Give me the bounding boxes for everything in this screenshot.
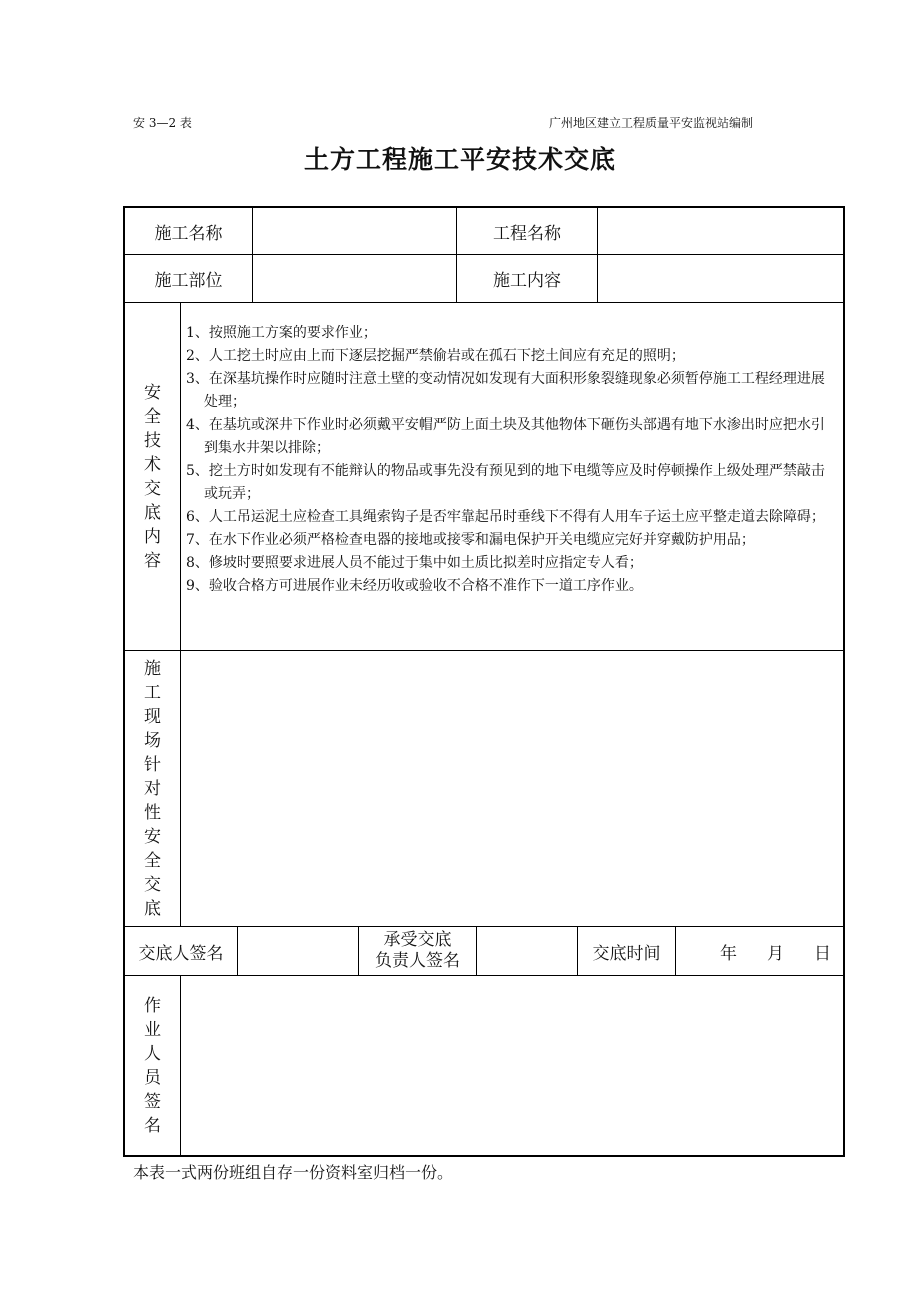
project-name-field[interactable] (598, 208, 843, 254)
disclosure-time-label: 交底时间 (592, 943, 661, 964)
workers-signature-field[interactable] (181, 976, 843, 1156)
list-item: 5、挖土方时如发现有不能辩认的物品或事先没有预见到的地下电缆等应及时停顿操作上级处理严禁敲击或玩弄； (186, 463, 825, 502)
construction-name-label: 施工名称 (154, 223, 223, 244)
receiver-label: 承受交底 负责人签名 (375, 930, 460, 971)
disclosure-date-field[interactable] (676, 927, 843, 975)
site-disclosure-field[interactable] (181, 651, 843, 926)
list-item: 7、在水下作业必须严格检查电器的接地或接零和漏电保护开关电缆应完好并穿戴防护用品； (186, 532, 755, 548)
form-code: 安 3—2 表 (133, 116, 192, 130)
construction-content-label: 施工内容 (493, 271, 561, 291)
list-item: 2、人工挖土时应由上而下逐层挖掘严禁偷岩或在孤石下挖土间应有充足的照明； (186, 348, 685, 364)
list-item: 3、在深基坑操作时应随时注意土壁的变动情况如发现有大面积形象裂缝现象必须暂停施工工程经理进展处理； (186, 371, 825, 410)
discloser-label: 交底人签名 (138, 943, 224, 964)
issuer: 广州地区建立工程质量平安监视站编制 (549, 116, 754, 130)
day-label: 日 (814, 943, 831, 964)
construction-name-field[interactable] (253, 208, 456, 254)
discloser-signature-field[interactable] (238, 927, 358, 975)
list-item: 9、验收合格方可进展作业未经历收或验收不合格不准作下一道工序作业。 (186, 578, 643, 594)
list-item: 4、在基坑或深井下作业时必须戴平安帽严防上面土块及其他物体下砸伤头部遇有地下水渗出时应把水引到集水井架以排除； (186, 417, 825, 456)
site-disclosure-label: 施 工 现 场 针 对 性 安 全 交 底 (144, 658, 161, 919)
list-item: 6、人工吊运泥土应检查工具绳索钩子是否牢靠起吊时垂线下不得有人用车子运土应平整走道去除障碍； (186, 509, 825, 525)
year-label: 年 (720, 943, 737, 964)
month-label: 月 (767, 943, 784, 964)
page-title: 土方工程施工平安技术交底 (303, 145, 616, 174)
list-item: 8、修坡时要照要求进展人员不能过于集中如土质比拟差时应指定专人看； (186, 555, 643, 571)
project-name-label: 工程名称 (493, 223, 561, 244)
tech-items-list (186, 322, 838, 598)
construction-part-field[interactable] (253, 255, 456, 302)
row-divider (124, 302, 844, 303)
receiver-signature-field[interactable] (477, 927, 577, 975)
tech-content-label: 安 全 技 术 交 底 内 容 (144, 382, 161, 571)
construction-content-field[interactable] (598, 255, 843, 302)
workers-signature-label: 作 业 人 员 签 名 (144, 996, 161, 1136)
construction-part-label: 施工部位 (154, 271, 223, 291)
footnote: 本表一式两份班组自存一份资料室归档一份。 (133, 1163, 454, 1182)
list-item: 1、按照施工方案的要求作业； (186, 325, 377, 341)
